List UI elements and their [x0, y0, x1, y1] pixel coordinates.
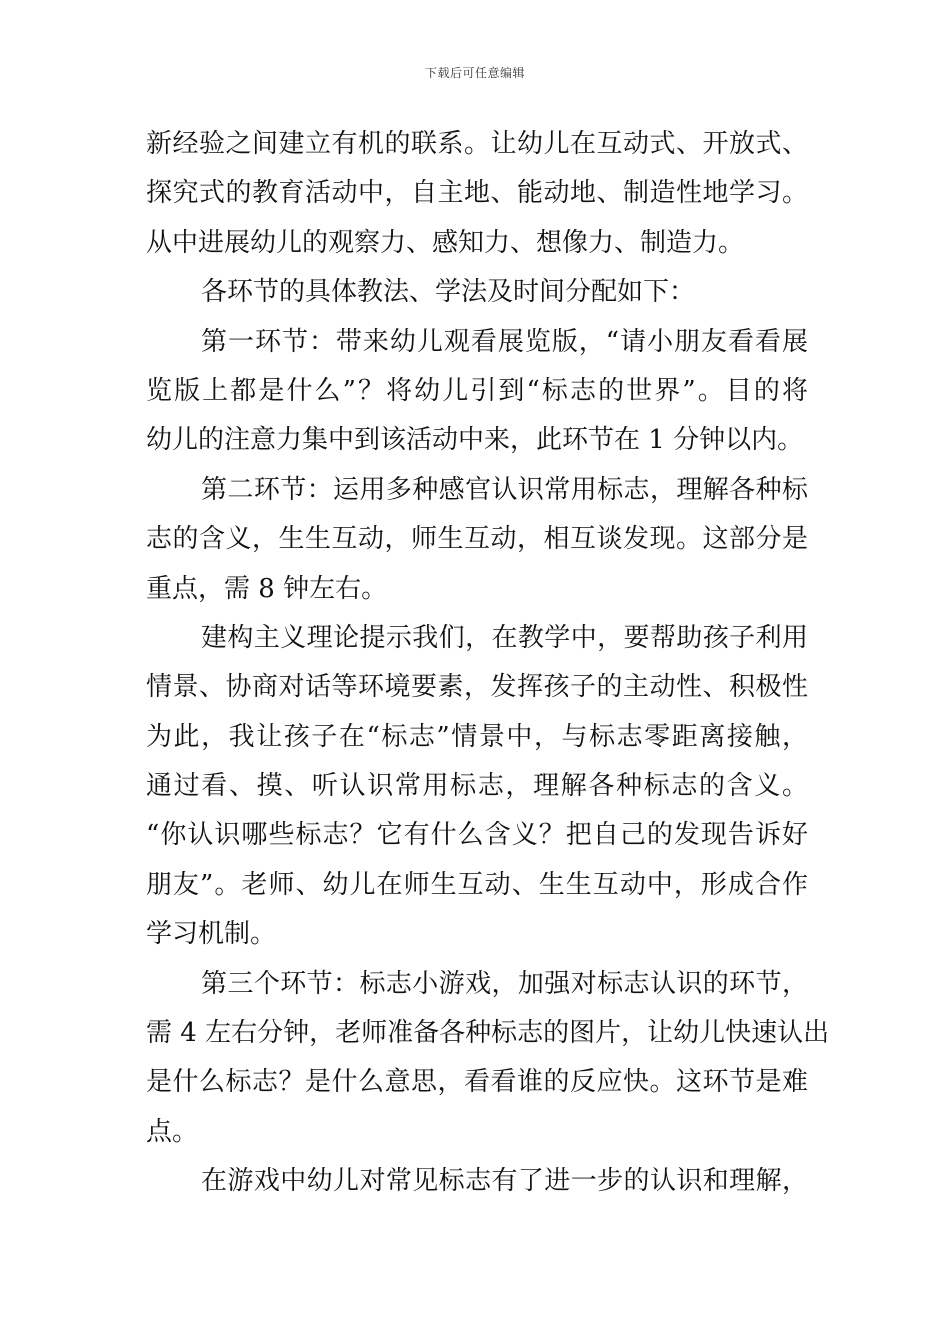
text-line: 第二环节：运用多种感官认识常用标志，理解各种标: [201, 474, 808, 505]
text-line: 在游戏中幼儿对常见标志有了进一步的认识和理解，: [201, 1166, 808, 1197]
text-line: 览版上都是什么”？将幼儿引到“标志的世界”。目的将: [146, 375, 808, 406]
text-line: 第三个环节：标志小游戏，加强对标志认识的环节，: [201, 968, 808, 999]
text-line: 重点，需 8 钟左右。: [146, 573, 388, 604]
text-line: 幼儿的注意力集中到该活动中来，此环节在 1 分钟以内。: [146, 425, 804, 456]
text-line: 新经验之间建立有机的联系。让幼儿在互动式、开放式、: [146, 129, 808, 159]
text-line: 各环节的具体教法、学法及时间分配如下：: [201, 277, 696, 308]
document-body: [146, 120, 830, 1207]
text-line: 学习机制。: [146, 919, 277, 950]
text-line: 情景、协商对话等环境要素，发挥孩子的主动性、积极性: [146, 672, 808, 703]
text-line: 通过看、摸、听认识常用标志，理解各种标志的含义。: [146, 771, 808, 802]
text-line: 建构主义理论提示我们，在教学中，要帮助孩子利用: [201, 622, 808, 653]
text-line: 从中进展幼儿的观察力、感知力、想像力、制造力。: [146, 227, 745, 258]
text-line: 是什么标志？是什么意思，看看谁的反应快。这环节是难: [146, 1067, 808, 1098]
text-line: 朋友”。老师、幼儿在师生互动、生生互动中，形成合作: [146, 869, 808, 900]
text-line: 探究式的教育活动中，自主地、能动地、制造性地学习。: [146, 178, 808, 209]
text-line: 为此，我让孩子在“标志”情景中，与标志零距离接触，: [146, 721, 808, 752]
text-line: 第一环节：带来幼儿观看展览版，“请小朋友看看展: [201, 326, 808, 357]
text-line: “你认识哪些标志？它有什么含义？把自己的发现告诉好: [146, 820, 808, 851]
text-line: 需 4 左右分钟，老师准备各种标志的图片，让幼儿快速认出: [146, 1018, 830, 1049]
text-line: 志的含义，生生互动，师生互动，相互谈发现。这部分是: [146, 524, 808, 555]
text-line: 点。: [146, 1116, 199, 1147]
page-header: 下载后可任意编辑: [424, 66, 525, 80]
